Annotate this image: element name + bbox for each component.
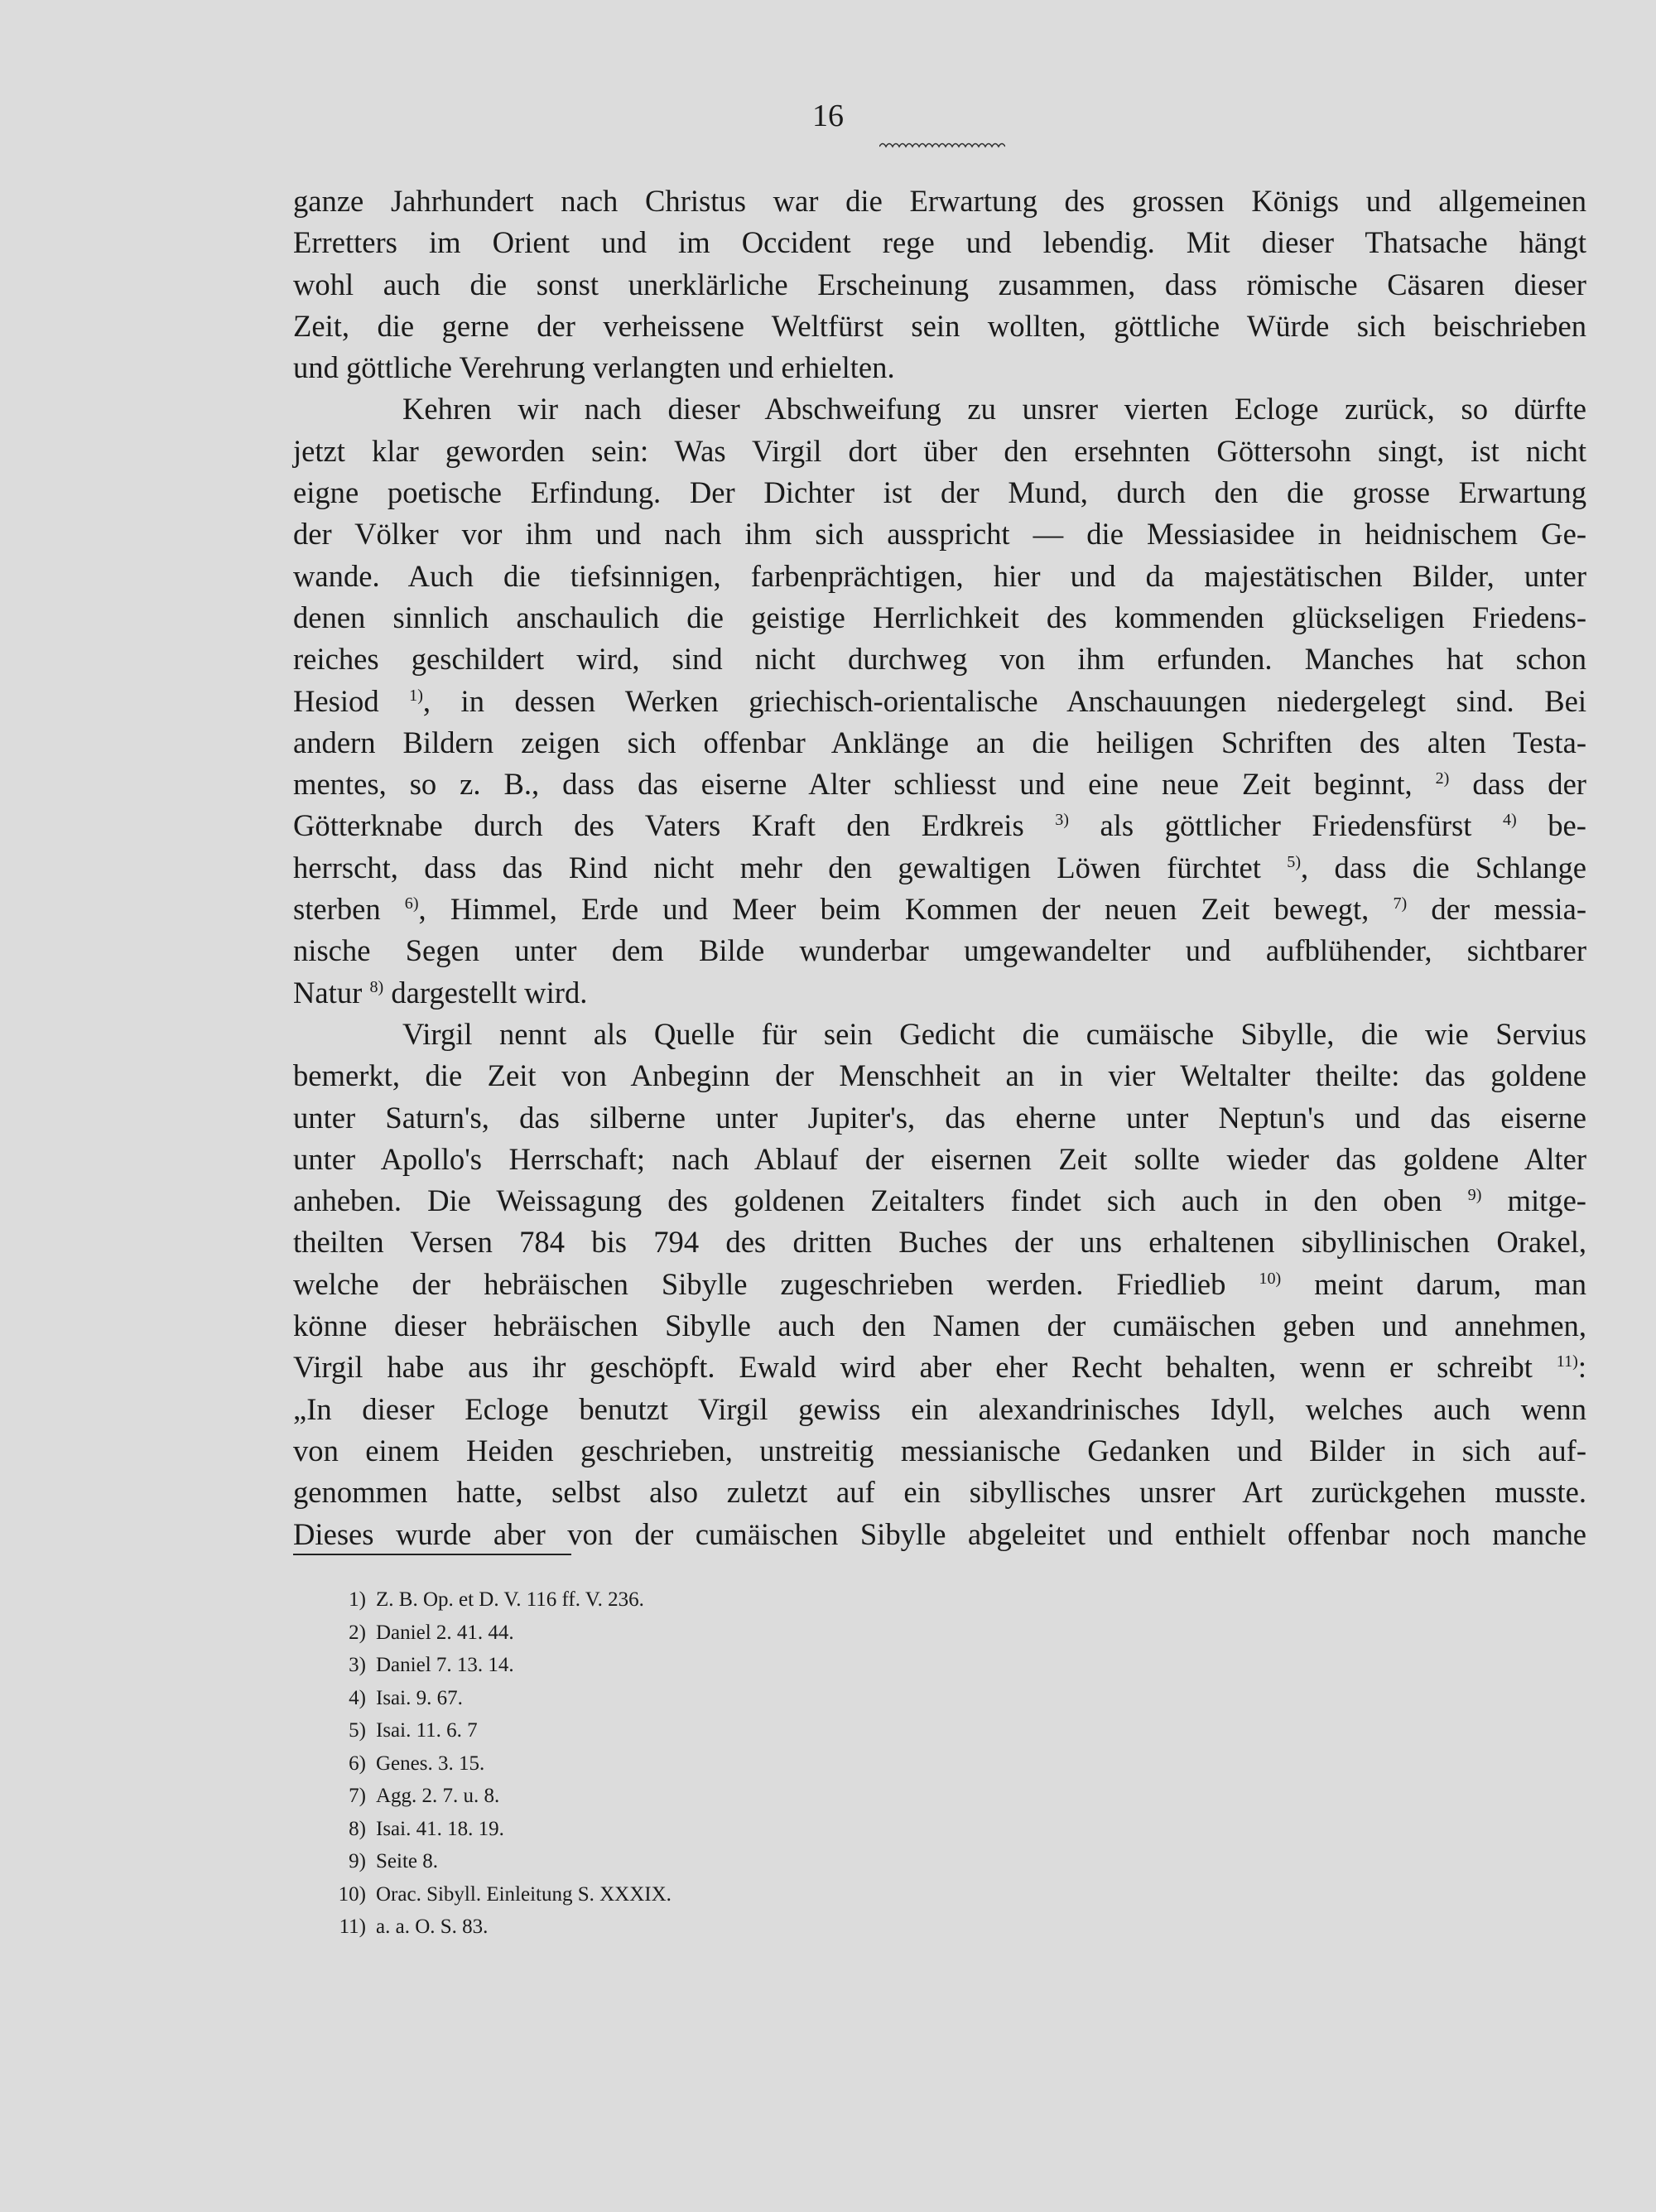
footnote-marker: 1) [409,686,423,705]
footnote-text: Orac. Sibyll. Einleitung S. XXXIX. [376,1882,672,1906]
footnote-text: a. a. O. S. 83. [376,1916,489,1938]
text-line: eigne poetische Erfindung. Der Dichter ist der Mund, durch den die grosse Erwartung [293,475,1586,510]
text-line: reiches geschildert wird, sind nicht durchweg von ihm erfunden. Manches hat schon [293,642,1586,677]
page-number: 16 [812,99,844,133]
text-line: Zeit, die gerne der verheissene Weltfürst sein wollten, göttliche Würde sich beischrieben [293,308,1586,343]
text-line: Erretters im Orient und im Occident rege und lebendig. Mit dieser Thatsache hängt [293,225,1586,260]
footnote-marker: 3) [1055,811,1069,830]
text-line: „In dieser Ecloge benutzt Virgil gewiss ein alexandrinisches Idyll, welches auch wenn [293,1391,1586,1426]
footnote-item [315,1649,672,1682]
footnote-number: 10) [338,1882,366,1906]
text-line: bemerkt, die Zeit von Anbeginn der Menschheit an in vier Weltalter theilte: das goldene [293,1058,1586,1093]
text-line: Hesiod $^{1)}$, in dessen Werken griechisch-orientalische Anschauungen niedergelegt sind. Bei [293,683,1586,718]
footnote-item [315,1617,672,1650]
footnote-marker: 7) [1393,894,1408,913]
footnote-item [315,1813,672,1846]
footnote-item [315,1714,672,1747]
text-line: Götterknabe durch des Vaters Kraft den Erdkreis $^{3)}$ als göttlicher Friedensfürst $^{4)}$ be- [293,808,1586,843]
text-line: nische Segen unter dem Bilde wunderbar umgewandelter und aufblühender, sichtbarer [293,933,1586,968]
text-line: welche der hebräischen Sibylle zugeschrieben werden. Friedlieb $^{10)}$ meint darum, man [293,1266,1586,1301]
footnote-item [315,1780,672,1813]
footnote-number: 9) [349,1850,366,1872]
text-line: denen sinnlich anschaulich die geistige Herrlichkeit des kommenden glückseligen Friedens- [293,600,1586,634]
text-line: Natur $^{8)}$ dargestellt wird. [293,975,588,1010]
footnote-marker: 8) [369,977,384,996]
footnote-marker: 9) [1467,1186,1482,1205]
page-number-ornament [879,139,1005,149]
footnote-number: 11) [339,1916,366,1938]
text-line: genommen hatte, selbst also zuletzt auf ein sibyllisches unsrer Art zurückgehen musste. [293,1475,1586,1510]
text-line: ganze Jahrhundert nach Christus war die Erwartung des grossen Königs und allgemeinen [293,184,1586,218]
text-line: andern Bildern zeigen sich offenbar Anklänge an die heiligen Schriften des alten Testa- [293,725,1586,759]
footnote-text: Isai. 11. 6. 7 [376,1719,478,1742]
footnote-text: Isai. 9. 67. [376,1686,463,1709]
footnote-number: 1) [349,1588,366,1611]
footnote-text: Isai. 41. 18. 19. [376,1817,504,1840]
text-line: theilten Versen 784 bis 794 des dritten Buches der uns erhaltenen sibyllinischen Orakel, [293,1225,1586,1260]
text-line: und göttliche Verehrung verlangten und erhielten. [293,350,895,385]
text-line: Virgil nennt als Quelle für sein Gedicht die cumäische Sibylle, die wie Servius [402,1016,1586,1051]
footnote-number: 7) [349,1785,366,1807]
text-line: mentes, so z. B., dass das eiserne Alter schliesst und eine neue Zeit beginnt, $^{2)}$ dass der [293,767,1586,802]
text-line: Virgil habe aus ihr geschöpft. Ewald wird aber eher Recht behalten, wenn er schreibt $^{11)}$: [293,1350,1586,1385]
text-line: Kehren wir nach dieser Abschweifung zu unsrer vierten Ecloge zurück, so dürfte [402,392,1586,426]
footnote-marker: 5) [1287,852,1302,871]
footnote-marker: 11) [1556,1352,1578,1371]
footnote-number: 5) [349,1719,366,1742]
footnote-marker: 4) [1502,811,1517,830]
footnote-text: Genes. 3. 15. [376,1752,485,1775]
text-line: herrscht, dass das Rind nicht mehr den gewaltigen Löwen fürchtet $^{5)}$, dass die Schlange [293,850,1586,884]
footnote-separator [293,1554,571,1555]
footnote-number: 4) [349,1686,366,1709]
footnote-text: Seite 8. [376,1850,438,1872]
footnote-item [315,1845,672,1878]
footnote-number: 3) [349,1654,366,1676]
text-line: unter Saturn's, das silberne unter Jupiter's, das eherne unter Neptun's und das eiserne [293,1100,1586,1135]
text-line: von einem Heiden geschrieben, unstreitig messianische Gedanken und Bilder in sich auf- [293,1433,1586,1467]
text-line: wande. Auch die tiefsinnigen, farbenprächtigen, hier und da majestätischen Bilder, unter [293,558,1586,593]
text-line: der Völker vor ihm und nach ihm sich ausspricht — die Messiasidee in heidnischem Ge- [293,517,1586,552]
footnote-marker: 10) [1259,1269,1282,1288]
footnote-marker: 6) [404,894,419,913]
text-line: jetzt klar geworden sein: Was Virgil dort über den ersehnten Göttersohn singt, ist nicht [293,433,1586,468]
text-line: sterben $^{6)}$, Himmel, Erde und Meer beim Kommen der neuen Zeit bewegt, $^{7)}$ der messia- [293,892,1586,927]
body-text [293,181,1586,1555]
footnote-number: 8) [349,1817,366,1840]
text-line: Dieses wurde aber von der cumäischen Sibylle abgeleitet und enthielt offenbar noch manche [293,1516,1586,1551]
footnote-item [315,1682,672,1715]
text-line: wohl auch die sonst unerklärliche Erscheinung zusammen, dass römische Cäsaren dieser [293,267,1586,301]
footnote-text: Daniel 7. 13. 14. [376,1654,514,1676]
text-line: könne dieser hebräischen Sibylle auch den Namen der cumäischen geben und annehmen, [293,1308,1586,1343]
text-line: unter Apollo's Herrschaft; nach Ablauf der eisernen Zeit sollte wieder das goldene Alter [293,1141,1586,1176]
footnote-marker: 2) [1435,769,1450,788]
text-line: anheben. Die Weissagung des goldenen Zeitalters findet sich auch in den oben $^{9)}$ mitge- [293,1183,1586,1218]
footnote-number: 6) [349,1752,366,1775]
footnote-item [315,1583,672,1617]
footnote-text: Z. B. Op. et D. V. 116 ff. V. 236. [376,1588,644,1611]
footnote-item [315,1747,672,1781]
footnote-item [315,1911,672,1944]
footnote-number: 2) [349,1621,366,1644]
footnote-item [315,1878,672,1911]
footnote-text: Daniel 2. 41. 44. [376,1621,514,1644]
footnotes [315,1583,672,1944]
footnote-text: Agg. 2. 7. u. 8. [376,1785,500,1807]
